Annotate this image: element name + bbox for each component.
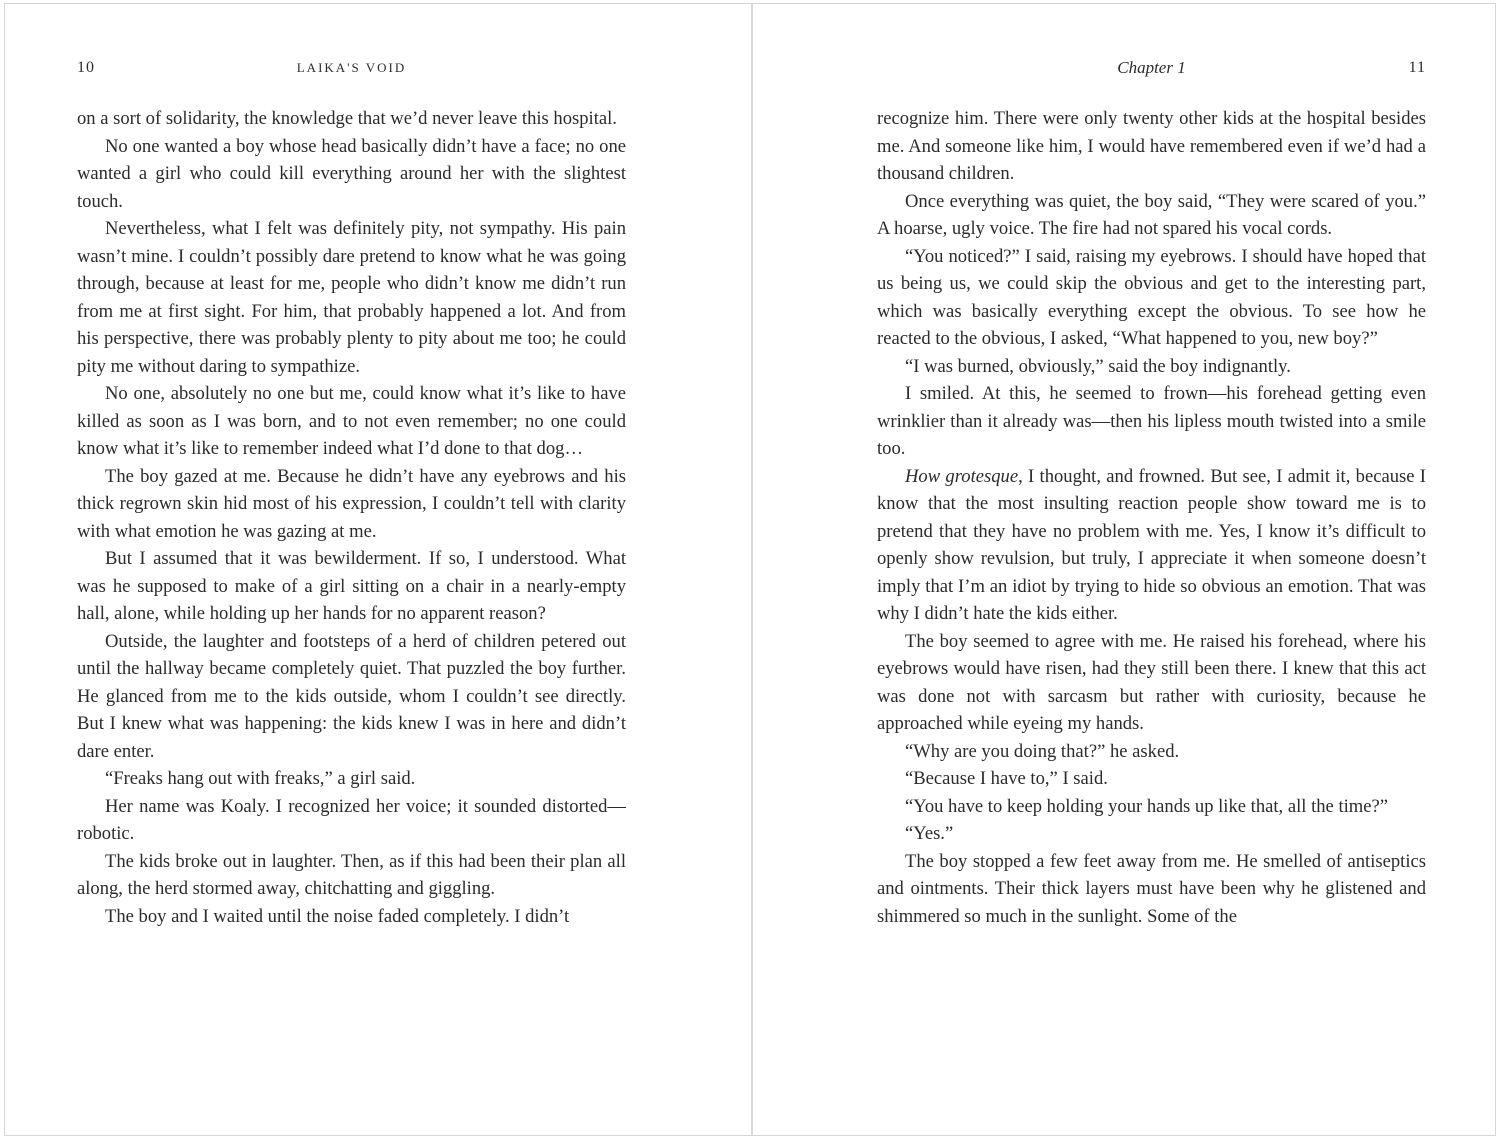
paragraph: “Yes.” — [905, 823, 954, 844]
paragraph: The boy gazed at me. Because he didn’t have any eyebrows and his thick regrown skin hid most of his expression, I couldn’t tell with clarity with what emotion he was gazing at me. — [77, 465, 626, 542]
right-page-header — [877, 56, 1426, 80]
paragraph: I smiled. At this, he seemed to frown—his forehead getting even wrinklier than it already was—then his lipless mouth twisted into a smile too. — [877, 383, 1426, 459]
paragraph: No one, absolutely no one but me, could know what it’s like to have killed as soon as I was born, and to not even remember; no one could know what it’s like to remember indeed what I’d done to that dog… — [77, 383, 626, 459]
paragraph: “You have to keep holding your hands up like that, all the time?” — [905, 795, 1388, 817]
paragraph: “I was burned, obviously,” said the boy indignantly. — [905, 355, 1291, 377]
paragraph: recognize him. There were only twenty other kids at the hospital besides me. And someone like him, I would have remembered even if we’d had a thousand children. — [877, 108, 1426, 184]
paragraph: The boy seemed to agree with me. He raised his forehead, where his eyebrows would have risen, had they still been there. I knew that this act was done not with sarcasm but rather with curiosity, because he approached while eyeing my hands. — [877, 630, 1426, 734]
paragraph: No one wanted a boy whose head basically didn’t have a face; no one wanted a girl who could kill everything around her with the slightest touch. — [77, 135, 626, 212]
paragraph: The boy and I waited until the noise faded completely. I didn’t — [105, 905, 570, 927]
italic-phrase: How grotesque — [905, 465, 1019, 487]
paragraph: But I assumed that it was bewilderment. If so, I understood. What was he supposed to make of a girl sitting on a chair in a nearly-empty hall, alone, while holding up her hands for no apparent reason? — [77, 548, 626, 624]
paragraph-text: , I thought, and frowned. But see, I admit it, because I know that the most insulting reaction people show toward me is to pretend that they have no problem with me. Yes, I know it’s difficult to openly show revulsion, but truly, I appreciate it when someone doesn’t imply that I’m an idiot by trying to hide so obvious an emotion. That was why I didn’t hate the kids either. — [877, 465, 1426, 624]
running-head-chapter: Chapter 1 — [1117, 58, 1186, 77]
paragraph: “You noticed?” I said, raising my eyebrows. I should have hoped that us being us, we could skip the obvious and get to the interesting part, which was basically everything except the obvious. To see how he reacted to the obvious, I asked, “What happened to you, new boy?” — [877, 245, 1426, 349]
page-number: 10 — [77, 59, 95, 76]
paragraph: “Why are you doing that?” he asked. — [905, 740, 1180, 762]
running-head-title: LAIKA'S VOID — [296, 60, 407, 75]
paragraph: Nevertheless, what I felt was definitely pity, not sympathy. His pain wasn’t mine. I couldn’t possibly dare pretend to know what he was going through, because at least for me, people who didn’t know me didn’t run from me at first sight. For him, that probably happened a lot. And from his perspective, there was probably plenty to pity about me too; he could pity me without daring to sympathize. — [77, 218, 626, 377]
paragraph: “Freaks hang out with freaks,” a girl said. — [105, 768, 416, 789]
right-page-body — [877, 105, 1426, 930]
left-page — [5, 4, 751, 1135]
paragraph: The boy stopped a few feet away from me. He smelled of antiseptics and ointments. Their thick layers must have been why he glistened and shimmered so much in the sunlight. Some of the — [877, 850, 1426, 927]
page-number: 11 — [1408, 59, 1426, 76]
paragraph: on a sort of solidarity, the knowledge that we’d never leave this hospital. — [77, 108, 617, 129]
left-page-header — [77, 56, 626, 80]
paragraph: “Because I have to,” I said. — [905, 768, 1108, 789]
paragraph: Her name was Koaly. I recognized her voice; it sounded distorted—robotic. — [77, 795, 626, 844]
paragraph: The kids broke out in laughter. Then, as if this had been their plan all along, the herd stormed away, chitchatting and giggling. — [77, 850, 626, 899]
paragraph: Outside, the laughter and footsteps of a herd of children petered out until the hallway became completely quiet. That puzzled the boy further. He glanced from me to the kids outside, whom I couldn’t see directly. But I knew what was happening: the kids knew I was in here and didn’t dare enter. — [77, 630, 626, 762]
right-page — [753, 4, 1497, 1135]
paragraph: Once everything was quiet, the boy said, “They were scared of you.” A hoarse, ugly voice. The fire had not spared his vocal cords. — [877, 190, 1426, 239]
paragraph — [877, 463, 1426, 628]
book-spread — [4, 3, 1496, 1136]
left-page-body — [77, 105, 626, 930]
